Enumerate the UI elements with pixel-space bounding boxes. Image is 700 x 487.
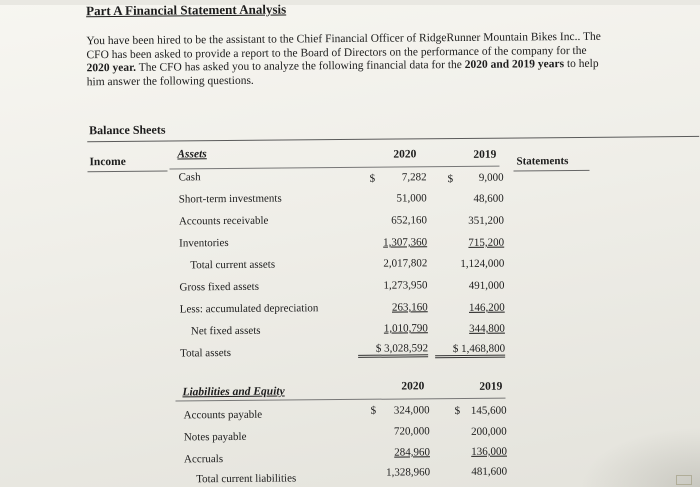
tab-icon xyxy=(676,475,692,485)
currency-2020: $ xyxy=(370,404,377,417)
liabilities-row-2020: 324,000 xyxy=(393,404,430,417)
assets-row-2020: 263,160 xyxy=(391,301,428,314)
assets-row-2020: 51,000 xyxy=(396,192,427,205)
liabilities-row-label: Notes payable xyxy=(183,430,247,444)
assets-row-2019: 9,000 xyxy=(478,171,504,184)
statements-label: Statements xyxy=(516,155,569,168)
assets-row-2020: $ 3,028,592 xyxy=(358,342,428,358)
assets-row-2020: 652,160 xyxy=(391,214,427,227)
assets-row-2019: $ 1,468,800 xyxy=(435,343,505,359)
statements-rule xyxy=(514,170,590,172)
assets-row-label: Accounts receivable xyxy=(178,214,269,228)
assets-row-label: Cash xyxy=(178,171,201,184)
title-rule xyxy=(87,136,699,142)
intro-years: 2020 and 2019 years xyxy=(464,58,565,71)
assets-row-2019: 351,200 xyxy=(468,214,504,227)
assets-row-2019: 715,200 xyxy=(468,236,505,249)
assets-row-2019: 344,800 xyxy=(469,322,505,335)
intro-text-1: You have been hired to be the assistant to the Chief Financial Officer of RidgeRunner Mountain Bikes Inc.. The CFO has been asked to provide a report to the Board of Directors on the performance of the company for the xyxy=(86,30,601,61)
income-rule xyxy=(87,171,167,173)
section-title: Part A Financial Statement Analysis xyxy=(86,1,287,19)
intro-text-2: The CFO has asked you to analyze the following financial data for the xyxy=(135,58,465,74)
balance-sheets-title: Balance Sheets xyxy=(89,122,166,138)
assets-row-label: Less: accumulated depreciation xyxy=(179,302,319,316)
liabilities-row-2020: 1,328,960 xyxy=(386,466,431,479)
assets-row-label: Total current assets xyxy=(190,258,276,272)
assets-col-2019: 2019 xyxy=(473,148,497,161)
assets-row-2019: 48,600 xyxy=(473,192,504,205)
intro-paragraph xyxy=(86,31,606,90)
assets-row-2020: 1,010,790 xyxy=(383,322,428,335)
assets-row-2020: 7,282 xyxy=(401,171,427,184)
intro-year-2020: 2020 year. xyxy=(86,61,137,75)
liabilities-row-2019: 145,600 xyxy=(470,404,507,417)
assets-row-label: Short-term investments xyxy=(178,192,282,206)
assets-row-2019: 1,124,000 xyxy=(460,257,505,270)
assets-header-rule xyxy=(169,166,499,170)
liabilities-row-2019: 136,000 xyxy=(471,445,508,458)
assets-row-2019: 491,000 xyxy=(468,279,505,292)
assets-col-2020: 2020 xyxy=(393,148,417,161)
assets-row-label: Inventories xyxy=(179,237,229,250)
assets-heading: Assets xyxy=(177,148,207,161)
assets-row-label: Total assets xyxy=(180,346,232,360)
assets-row-2020: 2,017,802 xyxy=(383,257,428,270)
intro-text-3: to help him answer the following questions. xyxy=(86,57,599,88)
assets-row-2020: 1,307,360 xyxy=(383,236,428,249)
liabilities-heading: Liabilities and Equity xyxy=(182,385,285,399)
liabilities-header-rule xyxy=(176,398,506,402)
liabilities-row-2020: 284,960 xyxy=(394,446,431,459)
assets-row-2019: 146,200 xyxy=(468,301,505,314)
assets-row-2020: 1,273,950 xyxy=(383,279,428,292)
liabilities-row-label: Accounts payable xyxy=(183,408,263,422)
liabilities-row-label: Accruals xyxy=(183,453,224,466)
assets-row-label: Net fixed assets xyxy=(190,324,261,338)
currency-2020: $ xyxy=(369,172,376,185)
liabilities-row-2019: 200,000 xyxy=(470,425,507,438)
liabilities-row-label: Total current liabilities xyxy=(196,472,297,486)
liabilities-row-2019: 481,600 xyxy=(471,465,508,478)
liabilities-col-2020: 2020 xyxy=(401,380,425,393)
income-label: Income xyxy=(89,155,126,169)
assets-row-label: Gross fixed assets xyxy=(179,280,260,294)
currency-2019: $ xyxy=(447,173,454,186)
currency-2019: $ xyxy=(454,405,461,418)
liabilities-col-2019: 2019 xyxy=(479,380,503,393)
liabilities-row-2020: 720,000 xyxy=(393,425,430,438)
